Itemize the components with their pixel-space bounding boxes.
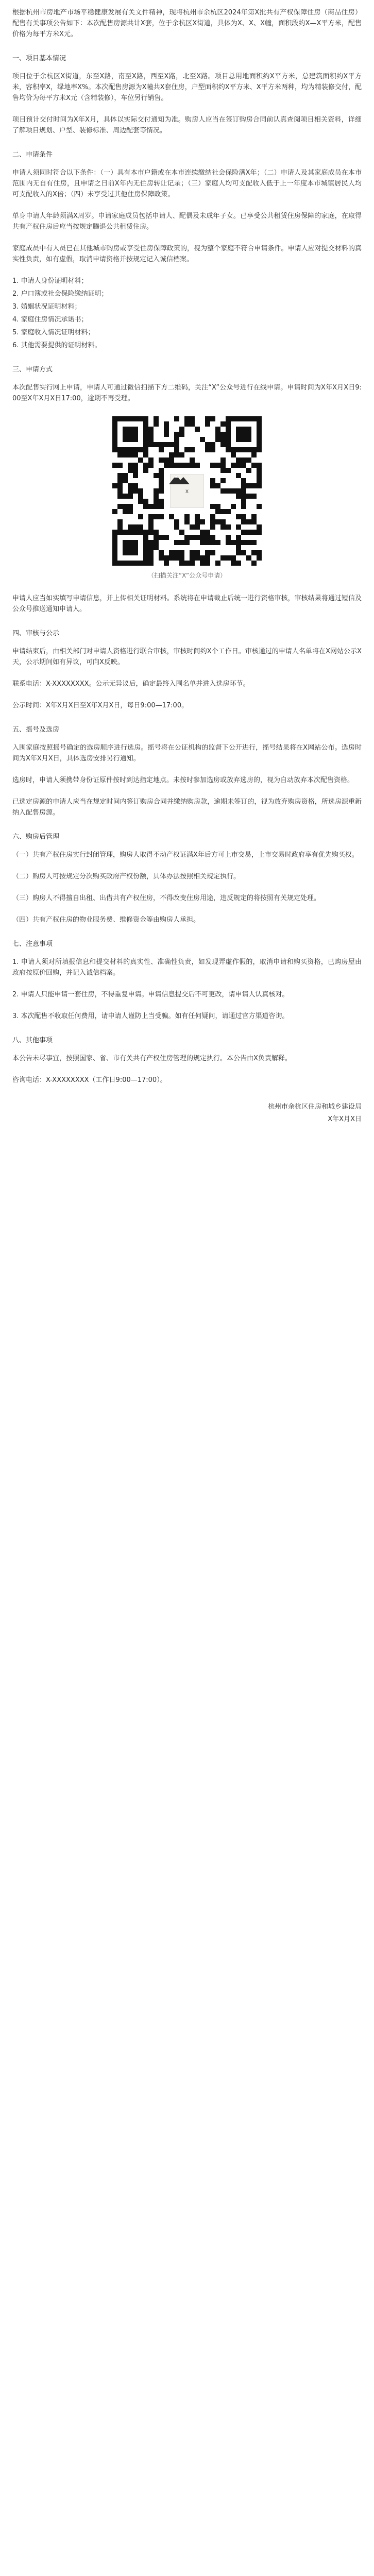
section-4 (12, 628, 362, 711)
qr-finder-pattern (228, 419, 259, 450)
section-2 (12, 149, 362, 351)
section-paragraph: 项目位于余杭区X街道，东至X路，南至X路，西至X路，北至X路。项目总用地面积约X平方米，总建筑面积约X平方米，容积率X，绿地率X%。本次配售房源为X幢共X套住房，户型面积约X平方米、X平方米两种，均为精装修交付，配售均价为每平方米X元（含精装修），车位另行销售。 (12, 73, 362, 102)
section-paragraph: （一）共有产权住房实行封闭管理，购房人取得不动产权证满X年后方可上市交易，上市交易时政府享有优先购买权。 (12, 851, 359, 859)
section-7 (12, 939, 362, 1022)
section-paragraph: 本公告未尽事宜，按照国家、省、市有关共有产权住房管理的规定执行。本公告由X负责解释。 (12, 1055, 292, 1062)
section-paragraph: 2. 申请人只能申请一套住房，不得重复申请。申请信息提交后不可更改，请申请人认真核对。 (12, 991, 289, 998)
list-item: 4. 家庭住房情况承诺书； (12, 316, 88, 324)
qr-caption: （扫描关注“X”公众号申请） (147, 572, 227, 579)
section-paragraph: 申请人须同时符合以下条件：（一）具有本市户籍或在本市连续缴纳社会保险满X年；（二）申请人及其家庭成员在本市范围内无自有住房，且申请之日前X年内无住房转让记录；（三）家庭人均可支配收入低于上一年度本市城镇居民人均可支配收入的X倍；（四）未享受过其他住房保障政策。 (12, 169, 362, 198)
section-title: 四、审核与公示 (12, 630, 60, 637)
section-paragraph: 家庭成员中有人员已在其他城市购房或享受住房保障政策的，视为整个家庭不符合申请条件。申请人应对提交材料的真实性负责，如有虚假，取消申请资格并按规定记入诚信档案。 (12, 245, 362, 263)
section-paragraph: 入围家庭按照摇号确定的选房顺序进行选房。摇号将在公证机构的监督下公开进行，摇号结果将在X网站公布。选房时间为X年X月X日，具体选房安排另行通知。 (12, 744, 362, 762)
section-1 (12, 53, 362, 136)
qr-center-logo (166, 470, 208, 512)
list-item: 2. 户口簿或社会保险缴纳证明； (12, 290, 108, 298)
signature-block (12, 1101, 362, 1126)
mountain-logo-icon (170, 474, 204, 508)
section-title: 三、申请方式 (12, 366, 53, 374)
section-paragraph: 申请结束后，由相关部门对申请人资格进行联合审核，审核时间约X个工作日。审核通过的申请人名单将在X网站公示X天，公示期间如有异议，可向X反映。 (12, 648, 362, 666)
section-title: 八、其他事项 (12, 1037, 53, 1044)
section-paragraph: 项目预计交付时间为X年X月，具体以实际交付通知为准。购房人应当在签订购房合同前认真查阅项目相关资料，详细了解项目规划、户型、装修标准、周边配套等情况。 (12, 116, 362, 134)
qr-finder-pattern (115, 419, 146, 450)
section-paragraph: 选房时，申请人须携带身份证原件按时到达指定地点。未按时参加选房或放弃选房的，视为自动放弃本次配售资格。 (12, 776, 354, 784)
section-title: 七、注意事项 (12, 940, 53, 948)
section-title: 一、项目基本情况 (12, 55, 66, 62)
list-item: 5. 家庭收入情况证明材料； (12, 329, 95, 336)
section-title: 五、摇号及选房 (12, 726, 60, 734)
section-paragraph: 1. 申请人须对所填报信息和提交材料的真实性、准确性负责，如发现弄虚作假的，取消申请和购买资格，已购房屋由政府按原价回购，并记入诚信档案。 (12, 958, 362, 977)
section-5 (12, 724, 362, 818)
section-paragraph: 已选定房源的申请人应当在规定时间内签订购房合同并缴纳购房款，逾期未签订的，视为放弃购房资格，所选房源重新纳入配售房源。 (12, 798, 362, 817)
announcement-document (0, 0, 374, 1136)
section-8 (12, 1035, 362, 1086)
section-paragraph: （二）购房人可按规定分次购买政府产权份额，具体办法按照相关规定执行。 (12, 873, 241, 880)
section-paragraph: 本次配售实行网上申请，申请人可通过微信扫描下方二维码，关注“X”公众号进行在线申请。申请时间为X年X月X日9:00至X年X月X日17:00，逾期不再受理。 (12, 384, 362, 402)
section-title: 六、购房后管理 (12, 833, 60, 841)
list-item: 3. 婚姻状况证明材料； (12, 303, 81, 311)
section-paragraph: （四）共有产权住房的物业服务费、维修资金等由购房人承担。 (12, 916, 200, 924)
section-paragraph: 单身申请人年龄须满X周岁。申请家庭成员包括申请人、配偶及未成年子女。已享受公共租赁住房保障的家庭，在取得共有产权住房后应当按规定腾退公共租赁住房。 (12, 212, 362, 231)
intro-paragraph: 根据杭州市房地产市场平稳健康发展有关文件精神，现将杭州市余杭区2024年第X批共有产权保障住房（商品住房）配售有关事项公告如下：本次配售房源共计X套，位于余杭区X街道，具体为X、X、X幢，面积段约X—X平方米，配售价格为每平方米X元。 (12, 9, 362, 38)
section-title: 二、申请条件 (12, 151, 53, 159)
qr-logo-text: X (185, 489, 189, 495)
list-item: 1. 申请人身份证明材料； (12, 277, 88, 285)
section-3 (12, 364, 362, 615)
section-paragraph: 联系电话：X-XXXXXXXX。公示无异议后，确定最终入围名单并进入选房环节。 (12, 680, 250, 688)
qr-code[interactable] (112, 416, 262, 566)
section-paragraph: （三）购房人不得擅自出租、出借共有产权住房，不得改变住房用途，违反规定的将按照有关规定处理。 (12, 894, 321, 902)
qr-code-block (12, 416, 362, 566)
section-paragraph: 咨询电话：X-XXXXXXXX（工作日9:00—17:00）。 (12, 1076, 167, 1084)
list-item: 6. 其他需要提供的证明材料。 (12, 342, 101, 349)
signature-date: X年X月X日 (328, 1115, 362, 1123)
signature-org: 杭州市余杭区住房和城乡建设局 (267, 1103, 362, 1111)
section-paragraph: 申请人应当如实填写申请信息，并上传相关证明材料。系统将在申请截止后统一进行资格审核，审核结果将通过短信及公众号推送通知申请人。 (12, 595, 362, 613)
section-6 (12, 832, 362, 925)
section-paragraph: 公示时间：X年X月X日至X年X月X日，每日9:00—17:00。 (12, 702, 189, 709)
section-paragraph: 3. 本次配售不收取任何费用，请申请人谨防上当受骗。如有任何疑问，请通过官方渠道咨询。 (12, 1012, 289, 1020)
qr-finder-pattern (115, 532, 146, 563)
